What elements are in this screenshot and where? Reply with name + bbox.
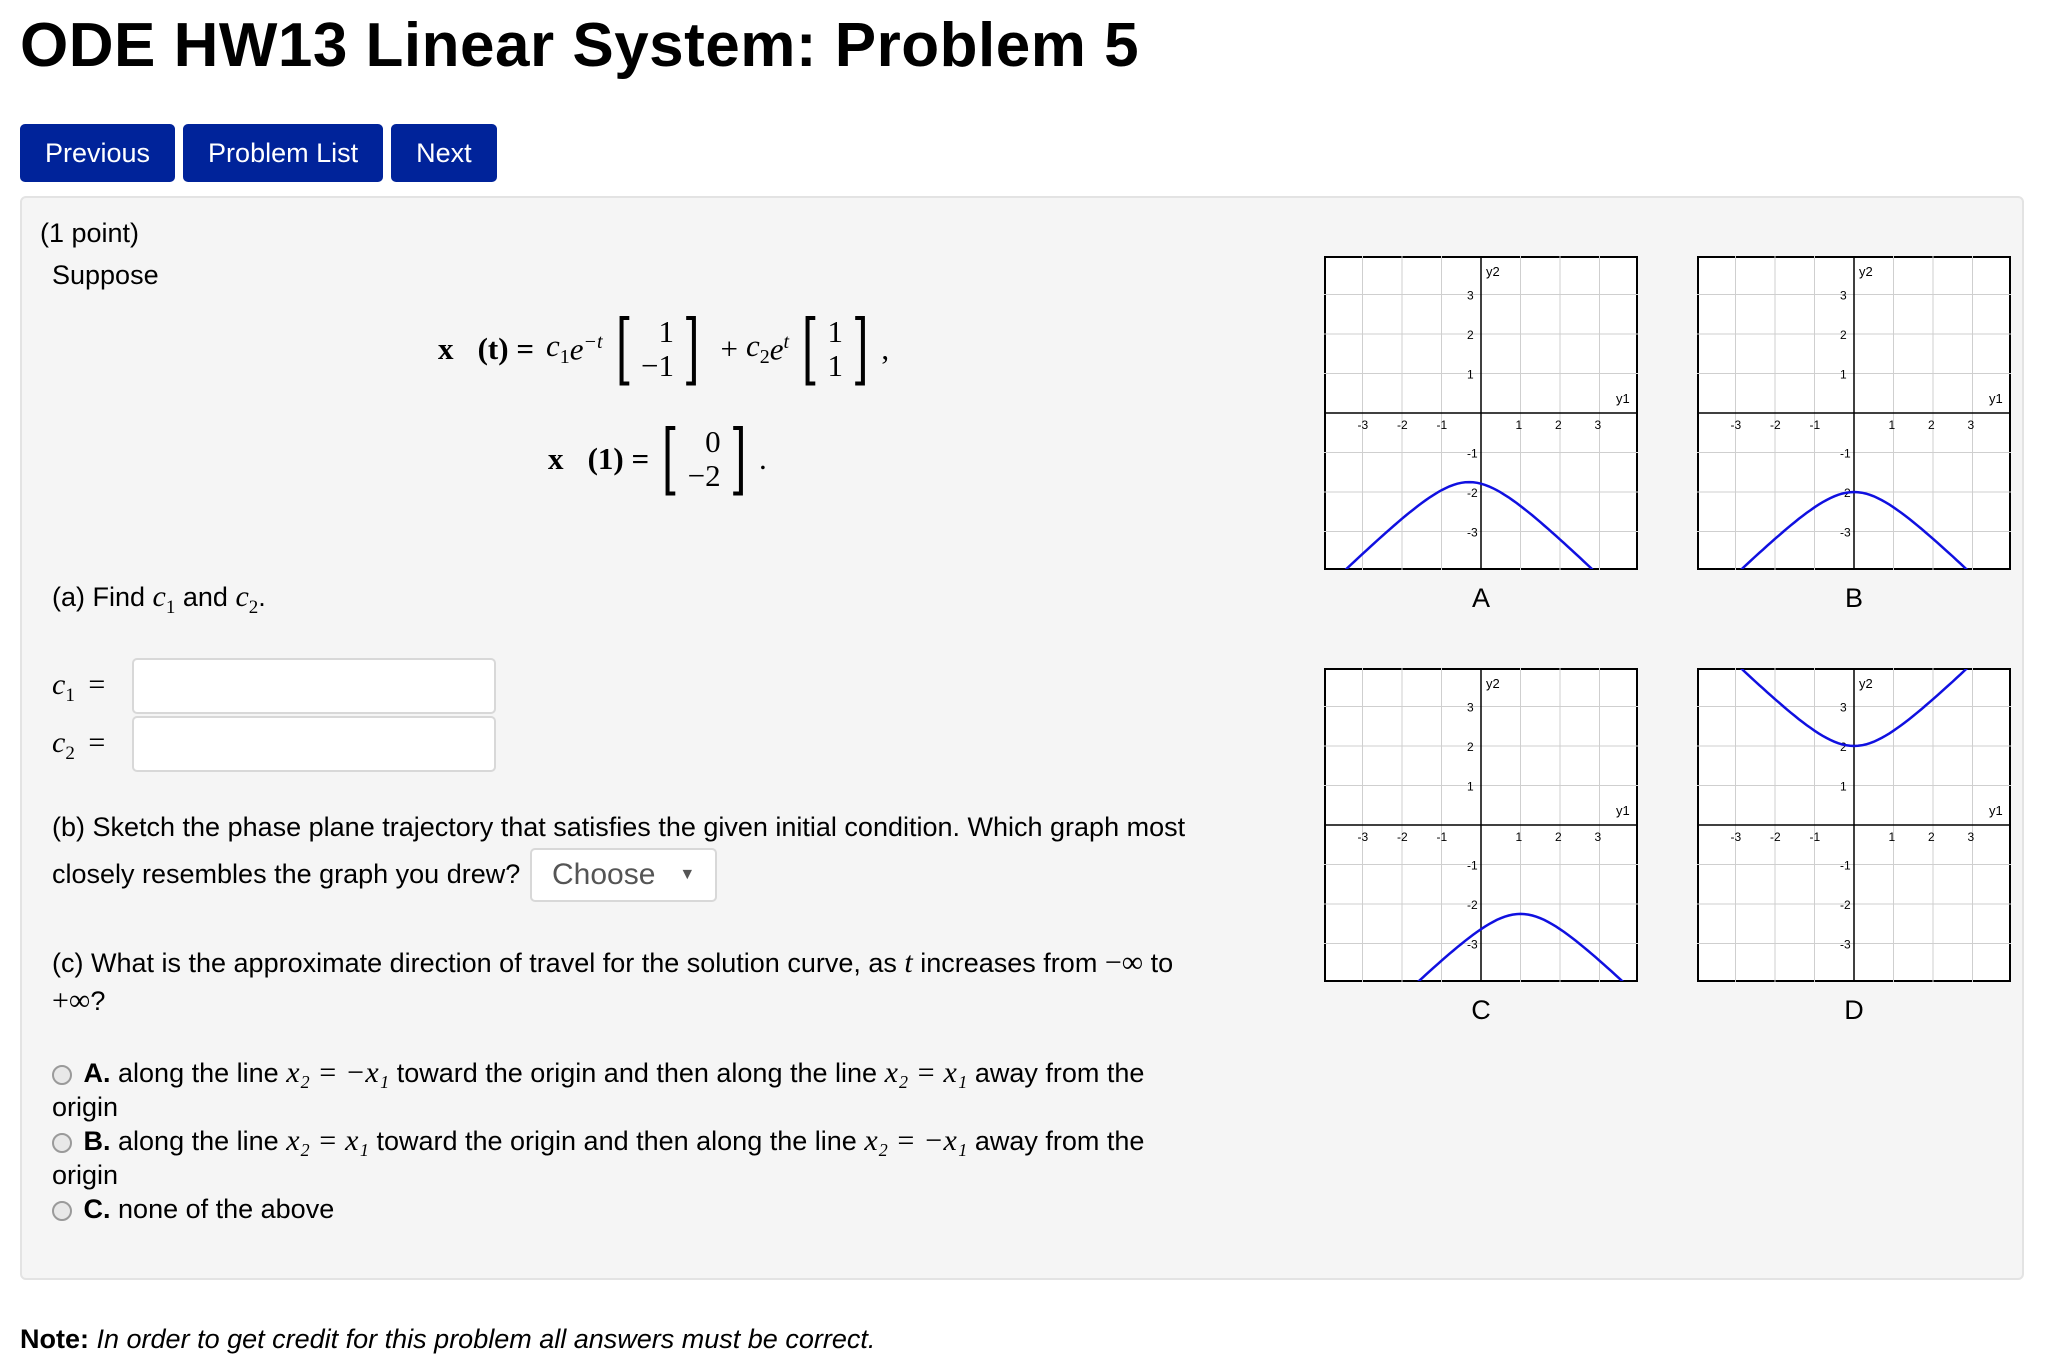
y-tick-label: 1 — [1467, 779, 1474, 794]
problem-points: (1 point) — [40, 218, 140, 248]
phase-plot-c — [1324, 668, 1638, 982]
graph-choice-select[interactable] — [530, 848, 717, 902]
x-tick-label: 3 — [1967, 830, 1975, 844]
x-axis-label: y1 — [1989, 391, 2003, 406]
y-tick-label: -3 — [1840, 525, 1851, 540]
y-tick-label: 3 — [1467, 700, 1474, 715]
y-tick-label: 3 — [1467, 288, 1474, 303]
x-tick-label: -3 — [1357, 418, 1369, 432]
x-tick-label: 3 — [1967, 418, 1975, 432]
y-tick-label: 1 — [1840, 367, 1847, 382]
x-tick-label: -3 — [1357, 830, 1369, 844]
x-tick-label: -2 — [1397, 830, 1408, 844]
x-tick-label: -2 — [1397, 418, 1408, 432]
y-tick-label: -2 — [1840, 898, 1851, 912]
radio-c[interactable] — [52, 1201, 72, 1221]
graph-label-b: B — [1844, 583, 1863, 613]
select-value: Choose — [552, 858, 656, 891]
initial-condition: x⃗(1) = [ 0 −2 ] . — [548, 414, 767, 504]
problem-list-button[interactable]: Problem List — [183, 124, 383, 182]
y-tick-label: -1 — [1840, 446, 1851, 461]
solution-equation: x⃗(t) = $c_1$ $e^{-t}$ [ 1 −1 ] + $c_2$ $e^t$ [ 1 1 ] , — [438, 304, 890, 394]
exp1: $e^{-t}$ — [569, 330, 603, 367]
ic-lhs: x⃗(1) = — [548, 441, 650, 476]
problem-panel — [20, 196, 2024, 1280]
ic-vector: [ 0 −2 ] — [662, 414, 747, 504]
next-button[interactable]: Next — [391, 124, 497, 182]
y-tick-label: -2 — [1467, 486, 1478, 500]
phase-plot-d — [1697, 668, 2011, 982]
choice-a[interactable]: A. along the line x₂ = −x₁ toward the origin and then along the line x₂ = x₁ away from the origin — [52, 1056, 1145, 1122]
y-tick-label: -3 — [1467, 525, 1478, 540]
x-tick-label: -1 — [1809, 418, 1821, 432]
x-tick-label: -3 — [1730, 418, 1742, 432]
part-b-line2: closely resembles the graph you drew? — [52, 859, 521, 889]
vector-1: [ 1 −1 ] — [615, 304, 700, 394]
suppose-text: Suppose — [52, 260, 159, 290]
radio-a[interactable] — [52, 1065, 72, 1085]
note: Note: In order to get credit for this problem all answers must be correct. — [20, 1324, 876, 1354]
equation-lhs: x⃗(t) = — [438, 331, 534, 366]
x-tick-label: 2 — [1928, 418, 1935, 432]
y-tick-label: -3 — [1840, 937, 1851, 952]
c1-symbol: $c_1$ — [546, 328, 570, 369]
x-tick-label: -2 — [1770, 418, 1781, 432]
part-c-prompt-end: +∞? — [52, 984, 106, 1017]
part-a-prompt: (a) Find $c_1$ and $c_2$. — [52, 580, 266, 618]
y-axis-label: y2 — [1859, 676, 1873, 691]
graph-label-d: D — [1844, 995, 1864, 1025]
x-tick-label: -3 — [1730, 830, 1742, 844]
page-title: ODE HW13 Linear System: Problem 5 — [20, 11, 1140, 80]
y-tick-label: -1 — [1467, 858, 1478, 873]
radio-b[interactable] — [52, 1133, 72, 1153]
c2-label: $c_2$ = — [52, 726, 106, 764]
x-tick-label: 2 — [1928, 830, 1935, 844]
part-b-line1: (b) Sketch the phase plane trajectory that satisfies the given initial condition. Which graph most — [52, 812, 1186, 842]
x-tick-label: -1 — [1436, 830, 1448, 844]
x-tick-label: -1 — [1436, 418, 1448, 432]
y-tick-label: -1 — [1467, 446, 1478, 461]
graph-label-a: A — [1471, 583, 1490, 613]
x-tick-label: 1 — [1515, 418, 1523, 432]
graph-label-c: C — [1471, 995, 1491, 1025]
y-tick-label: -2 — [1467, 898, 1478, 912]
y-tick-label: 2 — [1467, 740, 1474, 754]
x-tick-label: 2 — [1555, 830, 1562, 844]
y-tick-label: 2 — [1840, 328, 1847, 342]
y-axis-label: y2 — [1859, 264, 1873, 279]
previous-button[interactable]: Previous — [20, 124, 175, 182]
y-tick-label: 2 — [1467, 328, 1474, 342]
x-tick-label: 3 — [1594, 418, 1602, 432]
c1-input[interactable] — [132, 658, 496, 714]
problem-navigation — [20, 124, 497, 182]
x-tick-label: 3 — [1594, 830, 1602, 844]
choice-c[interactable]: C. none of the above — [52, 1192, 1252, 1226]
chevron-down-icon: ▼ — [679, 866, 696, 883]
x-axis-label: y1 — [1616, 391, 1630, 406]
y-tick-label: 3 — [1840, 288, 1847, 303]
phase-plot-b — [1697, 256, 2011, 570]
phase-plot-a — [1324, 256, 1638, 570]
y-axis-label: y2 — [1486, 264, 1500, 279]
c2-input[interactable] — [132, 716, 496, 772]
choice-b[interactable]: B. along the line x₂ = x₁ toward the origin and then along the line x₂ = −x₁ away from the origin — [52, 1124, 1145, 1190]
part-c-prompt: (c) What is the approximate direction of travel for the solution curve, as t increases from −∞ to — [52, 946, 1174, 979]
y-tick-label: 1 — [1840, 779, 1847, 794]
y-tick-label: 1 — [1467, 367, 1474, 382]
c2-symbol: $c_2$ — [745, 328, 770, 369]
x-tick-label: -1 — [1809, 830, 1821, 844]
x-tick-label: 2 — [1555, 418, 1562, 432]
y-tick-label: 2 — [1840, 740, 1847, 754]
y-tick-label: -3 — [1467, 937, 1478, 952]
y-tick-label: -1 — [1840, 858, 1851, 873]
y-axis-label: y2 — [1486, 676, 1500, 691]
x-tick-label: 1 — [1888, 418, 1896, 432]
x-axis-label: y1 — [1989, 803, 2003, 818]
x-axis-label: y1 — [1616, 803, 1630, 818]
y-tick-label: -2 — [1840, 486, 1851, 500]
x-tick-label: 1 — [1888, 830, 1896, 844]
vector-2: [ 1 1 ] — [801, 304, 869, 394]
exp2: $e^t$ — [769, 330, 790, 367]
c1-label: $c_1$ = — [52, 668, 106, 706]
x-tick-label: 1 — [1515, 830, 1523, 844]
x-tick-label: -2 — [1770, 830, 1781, 844]
y-tick-label: 3 — [1840, 700, 1847, 715]
